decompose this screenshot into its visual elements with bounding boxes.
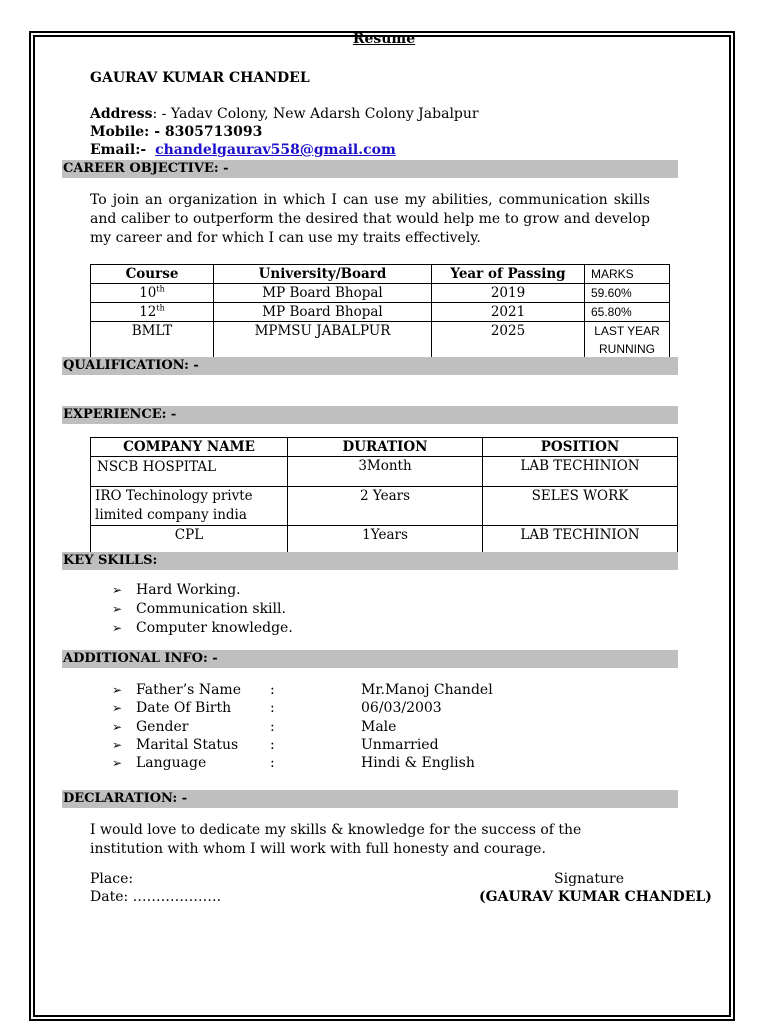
edu-marks: 59.60% <box>585 284 670 303</box>
mobile-line <box>90 124 262 140</box>
list-item: ➢ Father’s Name : Mr.Manoj Chandel <box>112 682 493 698</box>
table-row <box>91 303 670 322</box>
list-item: ➢ Hard Working. <box>112 582 241 598</box>
arrow-bullet-icon: ➢ <box>112 756 123 771</box>
edu-marks: LAST YEAR RUNNING <box>585 322 670 359</box>
arrow-bullet-icon: ➢ <box>112 621 123 635</box>
list-item: ➢ Date Of Birth : 06/03/2003 <box>112 700 442 717</box>
exp-header-company: COMPANY NAME <box>91 438 288 457</box>
edu-year: 2019 <box>432 284 585 303</box>
edu-course: 12th <box>91 303 214 322</box>
education-table <box>90 264 670 359</box>
edu-marks: 65.80% <box>585 303 670 322</box>
address-label: Address <box>90 106 153 122</box>
table-row <box>91 487 678 526</box>
exp-header-position: POSITION <box>483 438 678 457</box>
signature-name: (GAURAV KUMAR CHANDEL) <box>479 889 712 905</box>
arrow-bullet-icon: ➢ <box>112 701 123 716</box>
exp-duration: 1Years <box>288 526 483 554</box>
experience-table <box>90 437 678 554</box>
career-objective-heading: CAREER OBJECTIVE: - <box>62 160 678 178</box>
edu-year: 2025 <box>432 322 585 359</box>
address-line <box>90 106 479 122</box>
edu-course: BMLT <box>91 322 214 359</box>
list-item: ➢ Language : Hindi & English <box>112 755 475 772</box>
place-label: Place: <box>90 871 134 887</box>
exp-duration: 3Month <box>288 457 483 487</box>
list-item: ➢ Gender : Male <box>112 718 397 735</box>
exp-duration: 2 Years <box>288 487 483 526</box>
table-row <box>91 457 678 487</box>
exp-company: NSCB HOSPITAL <box>91 457 288 487</box>
arrow-bullet-icon: ➢ <box>112 602 123 616</box>
key-skills-heading: KEY SKILLS: <box>62 552 678 570</box>
exp-header-duration: DURATION <box>288 438 483 457</box>
edu-header-year: Year of Passing <box>432 265 585 284</box>
experience-heading: EXPERIENCE: - <box>62 406 678 424</box>
list-item: ➢ Communication skill. <box>112 601 286 617</box>
table-row <box>91 322 670 359</box>
declaration-text: I would love to dedicate my skills & knowledge for the success of the institution with whom I will work with full honesty and courage. <box>90 822 582 857</box>
arrow-bullet-icon: ➢ <box>112 583 123 597</box>
email-link[interactable]: chandelgaurav558@gmail.com <box>155 142 396 158</box>
edu-board: MP Board Bhopal <box>214 303 432 322</box>
career-objective-text: To join an organization in which I can use my abilities, communication skills and caliber to outperform the desired that would help me to grow and develop my career and for which I can use my traits effectively. <box>90 192 650 246</box>
experience-header-row <box>91 438 678 457</box>
table-row <box>91 284 670 303</box>
skills-list <box>112 581 293 638</box>
email-line <box>90 142 396 158</box>
date-label: Date: ………………. <box>90 889 222 905</box>
edu-course: 10th <box>91 284 214 303</box>
arrow-bullet-icon: ➢ <box>112 737 123 752</box>
arrow-bullet-icon: ➢ <box>112 719 123 734</box>
list-item: ➢ Marital Status : Unmarried <box>112 736 439 753</box>
document-title: Resume <box>352 31 416 47</box>
declaration-heading: DECLARATION: - <box>62 790 678 808</box>
edu-header-course: Course <box>91 265 214 284</box>
exp-position: LAB TECHINION <box>483 526 678 554</box>
arrow-bullet-icon: ➢ <box>112 683 123 697</box>
edu-year: 2021 <box>432 303 585 322</box>
list-item: ➢ Computer knowledge. <box>112 620 293 636</box>
additional-info-list <box>112 681 493 772</box>
edu-board: MP Board Bhopal <box>214 284 432 303</box>
exp-position: SELES WORK <box>483 487 678 526</box>
edu-header-board: University/Board <box>214 265 432 284</box>
qualification-heading: QUALIFICATION: - <box>62 357 678 375</box>
exp-company: CPL <box>91 526 288 554</box>
candidate-name: GAURAV KUMAR CHANDEL <box>90 70 310 86</box>
edu-board: MPMSU JABALPUR <box>214 322 432 359</box>
education-header-row <box>91 265 670 284</box>
exp-position: LAB TECHINION <box>483 457 678 487</box>
address-value: : - Yadav Colony, New Adarsh Colony Jabalpur <box>152 106 479 122</box>
table-row <box>91 526 678 554</box>
additional-info-heading: ADDITIONAL INFO: - <box>62 650 678 668</box>
signature-label: Signature <box>554 871 625 887</box>
mobile-label: Mobile: - 8305713093 <box>90 124 263 140</box>
edu-header-marks: MARKS <box>585 265 670 284</box>
exp-company: IRO Techinology privte limited company india <box>91 487 288 526</box>
email-label: Email:- <box>90 142 147 158</box>
